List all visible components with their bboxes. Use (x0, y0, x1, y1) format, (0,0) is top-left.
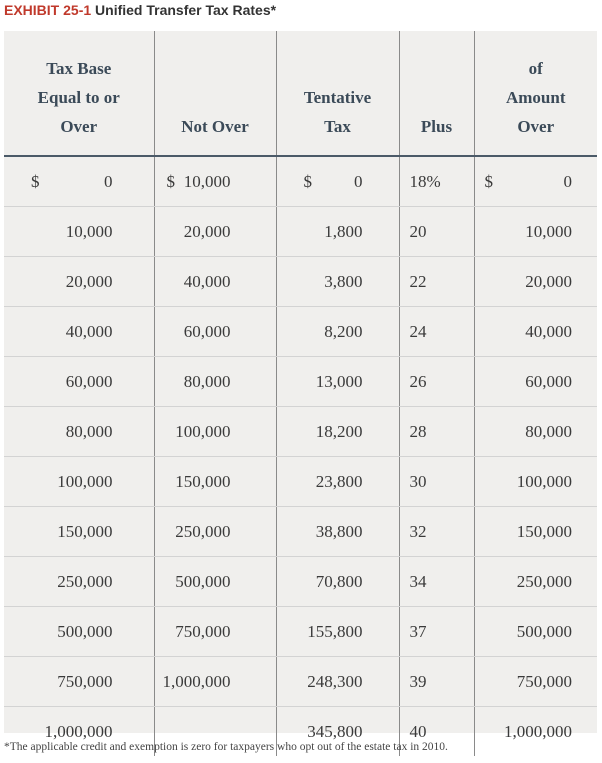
header-of-amount-over: of Amount Over (474, 31, 597, 156)
cell-not-over (154, 357, 276, 407)
cell-tentative-tax (276, 207, 399, 257)
cell-value: 100,000 (175, 421, 231, 441)
cell-value: 80,000 (183, 371, 231, 391)
cell-tax-base (4, 507, 154, 557)
table-row (4, 207, 597, 257)
cell-plus-rate (399, 156, 474, 207)
cell-value: 1,000,000 (162, 671, 231, 691)
cell-tax-base (4, 607, 154, 657)
cell-of-amount-over (474, 357, 597, 407)
cell-value: 37 (409, 621, 427, 641)
header-tentative-tax: Tentative Tax (276, 31, 399, 156)
cell-value: 26 (409, 371, 427, 391)
cell-of-amount-over (474, 407, 597, 457)
cell-of-amount-over (474, 307, 597, 357)
cell-value: 1,800 (324, 221, 363, 241)
cell-value: 250,000 (516, 571, 572, 591)
cell-tax-base (4, 156, 154, 207)
cell-tax-base (4, 457, 154, 507)
cell-of-amount-over (474, 457, 597, 507)
cell-value: 80,000 (525, 421, 572, 441)
cell-value: 500,000 (175, 571, 231, 591)
cell-not-over (154, 557, 276, 607)
cell-not-over (154, 257, 276, 307)
cell-tentative-tax (276, 156, 399, 207)
table-row (4, 507, 597, 557)
cell-value: 0 (563, 171, 572, 191)
cell-value: 60,000 (65, 371, 113, 391)
cell-value: 500,000 (57, 621, 113, 641)
cell-tentative-tax (276, 407, 399, 457)
cell-value: 100,000 (516, 471, 572, 491)
cell-tentative-tax (276, 557, 399, 607)
cell-value: 10,000 (525, 221, 572, 241)
header-tax-base: Tax Base Equal to or Over (4, 31, 154, 156)
header-plus: Plus (399, 31, 474, 156)
cell-tax-base (4, 407, 154, 457)
cell-plus-rate (399, 507, 474, 557)
cell-value: 155,800 (307, 621, 363, 641)
currency-symbol: $ (166, 171, 175, 191)
cell-value: 60,000 (525, 371, 572, 391)
cell-value: 10,000 (65, 221, 113, 241)
cell-value: 40,000 (183, 271, 231, 291)
cell-value: 3,800 (324, 271, 363, 291)
cell-of-amount-over (474, 156, 597, 207)
table-row (4, 156, 597, 207)
cell-value: 150,000 (516, 521, 572, 541)
cell-tax-base (4, 207, 154, 257)
cell-value: 250,000 (57, 571, 113, 591)
cell-plus-rate (399, 457, 474, 507)
cell-plus-rate (399, 657, 474, 707)
cell-plus-rate (399, 207, 474, 257)
cell-not-over (154, 407, 276, 457)
cell-value: 750,000 (516, 671, 572, 691)
cell-plus-rate (399, 357, 474, 407)
cell-value: 22 (409, 271, 427, 291)
currency-symbol: $ (303, 171, 312, 191)
cell-plus-rate (399, 557, 474, 607)
cell-tentative-tax (276, 357, 399, 407)
cell-value: 40,000 (65, 321, 113, 341)
cell-value: 20 (409, 221, 427, 241)
cell-value: 40 (409, 721, 427, 741)
cell-value: 23,800 (315, 471, 363, 491)
cell-tentative-tax (276, 257, 399, 307)
exhibit-name: Unified Transfer Tax Rates* (95, 2, 277, 18)
cell-not-over (154, 457, 276, 507)
table-row (4, 657, 597, 707)
cell-tax-base (4, 657, 154, 707)
tax-rate-table (4, 31, 597, 756)
table-row (4, 357, 597, 407)
header-row (4, 31, 597, 156)
currency-symbol: $ (31, 171, 40, 191)
table-row (4, 457, 597, 507)
cell-value: 150,000 (57, 521, 113, 541)
cell-tax-base (4, 307, 154, 357)
cell-value: 250,000 (175, 521, 231, 541)
cell-value: 500,000 (516, 621, 572, 641)
cell-tentative-tax (276, 307, 399, 357)
cell-of-amount-over (474, 207, 597, 257)
cell-value: 750,000 (175, 621, 231, 641)
cell-value: 0 (104, 171, 113, 191)
cell-value: 20,000 (183, 221, 231, 241)
cell-value: 60,000 (183, 321, 231, 341)
cell-value: 1,000,000 (504, 721, 572, 741)
cell-plus-rate (399, 407, 474, 457)
cell-value: 80,000 (65, 421, 113, 441)
cell-value: 20,000 (525, 271, 572, 291)
header-not-over: Not Over (154, 31, 276, 156)
table-row (4, 607, 597, 657)
table-row (4, 257, 597, 307)
table-row (4, 557, 597, 607)
cell-value: 39 (409, 671, 427, 691)
tax-table-panel (4, 31, 597, 741)
cell-value: 24 (409, 321, 427, 341)
cell-tax-base (4, 357, 154, 407)
cell-plus-rate (399, 607, 474, 657)
cell-of-amount-over (474, 557, 597, 607)
cell-value: 248,300 (307, 671, 363, 691)
cell-value: 18 (409, 171, 427, 191)
cell-value: 32 (409, 521, 427, 541)
cell-of-amount-over (474, 257, 597, 307)
cell-value: 30 (409, 471, 427, 491)
cell-value: 18,200 (315, 421, 363, 441)
cell-value: 38,800 (315, 521, 363, 541)
cell-of-amount-over (474, 657, 597, 707)
footnote: *The applicable credit and exemption is zero for taxpayers who opt out of the estate tax in 2010. (4, 741, 448, 753)
cell-tentative-tax (276, 457, 399, 507)
cell-value: 8,200 (324, 321, 363, 341)
exhibit-number: EXHIBIT 25-1 (4, 2, 92, 18)
cell-not-over (154, 307, 276, 357)
table-row (4, 307, 597, 357)
cell-value: 100,000 (57, 471, 113, 491)
cell-value: 10,000 (183, 171, 231, 191)
table-row (4, 407, 597, 457)
percent-symbol: % (426, 171, 441, 191)
cell-tax-base (4, 257, 154, 307)
exhibit-title (4, 2, 276, 18)
cell-value: 70,800 (315, 571, 363, 591)
cell-tax-base (4, 557, 154, 607)
cell-tentative-tax (276, 607, 399, 657)
cell-tentative-tax (276, 507, 399, 557)
cell-not-over (154, 207, 276, 257)
cell-of-amount-over (474, 607, 597, 657)
cell-not-over (154, 657, 276, 707)
cell-plus-rate (399, 307, 474, 357)
cell-value: 40,000 (525, 321, 572, 341)
cell-value: 150,000 (175, 471, 231, 491)
cell-not-over (154, 607, 276, 657)
cell-tentative-tax (276, 657, 399, 707)
cell-value: 750,000 (57, 671, 113, 691)
cell-value: 0 (354, 171, 363, 191)
cell-not-over (154, 156, 276, 207)
cell-value: 13,000 (315, 371, 363, 391)
cell-value: 1,000,000 (44, 721, 113, 741)
cell-of-amount-over (474, 707, 597, 757)
cell-value: 34 (409, 571, 427, 591)
cell-plus-rate (399, 257, 474, 307)
cell-value: 345,800 (307, 721, 363, 741)
cell-value: 28 (409, 421, 427, 441)
currency-symbol: $ (484, 171, 493, 191)
cell-not-over (154, 507, 276, 557)
cell-of-amount-over (474, 507, 597, 557)
cell-value: 20,000 (65, 271, 113, 291)
